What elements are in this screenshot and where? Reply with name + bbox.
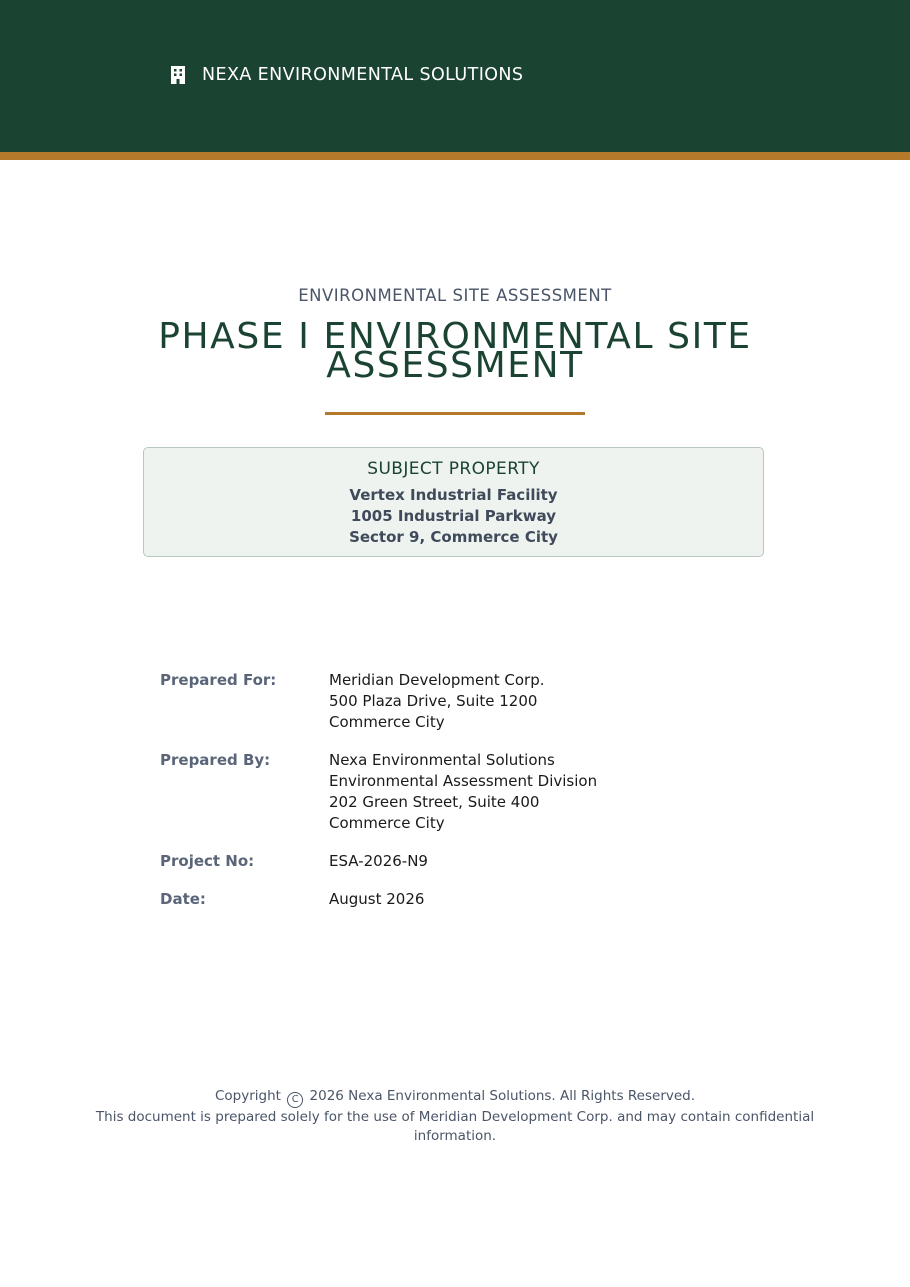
property-address: 1005 Industrial Parkway xyxy=(350,507,557,525)
header-banner xyxy=(0,0,910,152)
prepared-by-line: Nexa Environmental Solutions xyxy=(329,751,555,769)
copyright-icon: C xyxy=(287,1092,303,1108)
prepared-for-line: Commerce City xyxy=(329,713,445,731)
copyright-notice xyxy=(0,1087,910,1108)
date-row xyxy=(160,889,597,910)
prepared-for-row xyxy=(160,670,597,733)
prepared-by-line: Environmental Assessment Division xyxy=(329,772,598,790)
building-icon xyxy=(170,65,186,85)
project-number-row xyxy=(160,851,597,872)
prepared-for-value xyxy=(329,670,545,733)
copyright-prefix: Copyright xyxy=(214,1088,281,1104)
document-title-line-2: ASSESSMENT xyxy=(326,345,584,386)
prepared-for-label: Prepared For: xyxy=(160,671,277,689)
prepared-for-line: Meridian Development Corp. xyxy=(329,671,545,689)
confidentiality-disclaimer-end: information. xyxy=(413,1128,497,1144)
property-name: Vertex Industrial Facility xyxy=(349,486,558,504)
prepared-by-row xyxy=(160,750,597,834)
document-details xyxy=(160,670,597,927)
brand xyxy=(170,63,523,87)
project-number-value: ESA-2026-N9 xyxy=(329,852,428,870)
document-title-line-1: PHASE I ENVIRONMENTAL SITE xyxy=(158,316,752,357)
copyright-text: 2026 Nexa Environmental Solutions. All Rights Reserved. xyxy=(309,1088,696,1104)
prepared-by-label: Prepared By: xyxy=(160,751,271,769)
footer xyxy=(0,1087,910,1146)
date-label: Date: xyxy=(160,890,206,908)
document-title xyxy=(0,316,910,386)
company-name: NEXA ENVIRONMENTAL SOLUTIONS xyxy=(202,65,524,85)
confidentiality-disclaimer: This document is prepared solely for the use of Meridian Development Corp. and may contain confidential xyxy=(95,1109,815,1125)
document-category: ENVIRONMENTAL SITE ASSESSMENT xyxy=(298,286,612,305)
subject-property-heading: SUBJECT PROPERTY xyxy=(367,459,540,479)
title-divider xyxy=(325,412,585,415)
prepared-for-line: 500 Plaza Drive, Suite 1200 xyxy=(329,692,538,710)
property-locality: Sector 9, Commerce City xyxy=(349,528,558,546)
header-accent-rule xyxy=(0,152,910,160)
prepared-by-value xyxy=(329,750,597,834)
date-value: August 2026 xyxy=(329,890,425,908)
project-number-label: Project No: xyxy=(160,852,255,870)
prepared-by-line: 202 Green Street, Suite 400 xyxy=(329,793,540,811)
subject-property-box xyxy=(143,447,764,557)
prepared-by-line: Commerce City xyxy=(329,814,445,832)
